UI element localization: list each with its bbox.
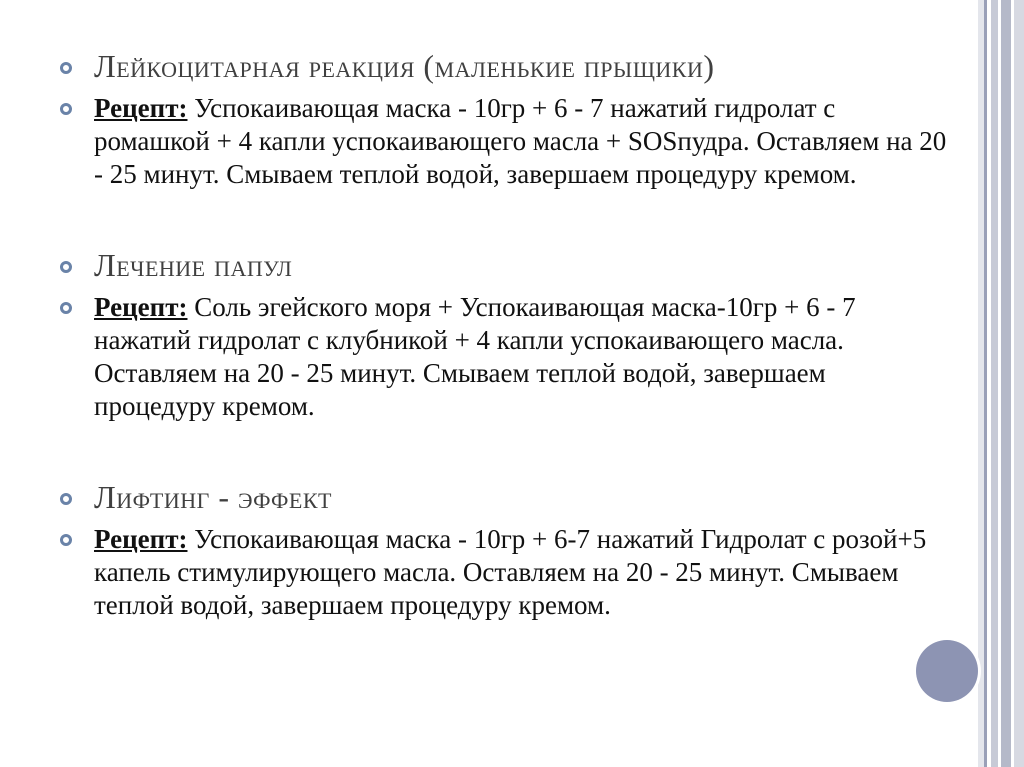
recipe-label: Рецепт: [94, 524, 188, 554]
bullet-ring-icon [60, 261, 72, 273]
recipe-paragraph-3 [60, 523, 950, 622]
section-heading-3 [60, 479, 950, 515]
bullet-ring-icon [60, 534, 72, 546]
recipe-paragraph-2 [60, 291, 950, 423]
bullet-ring-icon [60, 493, 72, 505]
bullet-ring-icon [60, 302, 72, 314]
recipe-text: Успокаивающая маска - 10гр + 6-7 нажатий Гидролат с розой+5 капель стимулирующего масла. Оставляем на 20 - 25 минут. Смываем теплой водой, завершаем процедуру кремом. [94, 524, 927, 620]
recipe-paragraph-1 [60, 92, 950, 191]
recipe-label: Рецепт: [94, 93, 188, 123]
bullet-ring-icon [60, 103, 72, 115]
heading-text: Лечение папул [94, 247, 293, 283]
section-heading-2 [60, 247, 950, 283]
section-heading-1 [60, 48, 950, 84]
slide-content [60, 48, 950, 622]
decorative-circle [916, 640, 978, 702]
recipe-label: Рецепт: [94, 292, 188, 322]
bullet-ring-icon [60, 62, 72, 74]
heading-text: Лифтинг - эффект [94, 479, 332, 515]
recipe-text: Соль эгейского моря + Успокаивающая маска-10гр + 6 - 7 нажатий гидролат с клубникой + 4 капли успокаивающего масла. Оставляем на 20 - 25 минут. Смываем теплой водой, завершаем процедуру кремом. [94, 292, 856, 421]
heading-text: Лейкоцитарная реакция (маленькие прыщики) [94, 48, 715, 84]
decorative-side-stripes [978, 0, 1024, 767]
recipe-text: Успокаивающая маска - 10гр + 6 - 7 нажатий гидролат с ромашкой + 4 капли успокаивающего масла + SOSпудра. Оставляем на 20 - 25 минут. Смываем теплой водой, завершаем процедуру кремом. [94, 93, 947, 189]
